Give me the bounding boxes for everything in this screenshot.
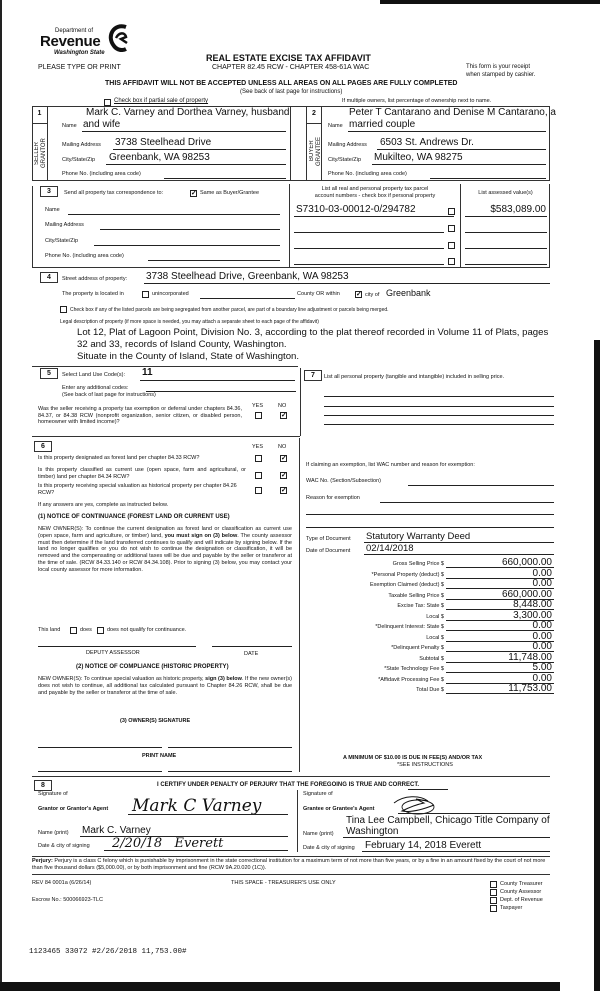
grantee-date-value[interactable]: February 14, 2018 Everett bbox=[365, 840, 482, 851]
grantor-sig-label-2: Grantor or Grantor's Agent bbox=[38, 806, 109, 812]
scan-edge-left bbox=[0, 0, 2, 991]
section3-mailing-field[interactable] bbox=[100, 229, 280, 230]
assessed-value[interactable]: $583,089.00 bbox=[490, 204, 546, 215]
owner-signature-line-1[interactable] bbox=[38, 747, 162, 748]
legal-description-line3[interactable]: Situate in the County of Island, State of Washington. bbox=[77, 351, 300, 362]
land-use-value[interactable]: 11 bbox=[142, 367, 153, 378]
buyer-name-line1[interactable]: Peter T Cantarano and Denise M Cantarano, a bbox=[349, 107, 556, 118]
land-use-label: Select Land Use Code(s): bbox=[62, 372, 125, 378]
claim-exemption-label: If claiming an exemption, list WAC number and reason for exemption: bbox=[306, 462, 475, 468]
assessed-underline bbox=[465, 216, 547, 217]
amount-value[interactable]: 8,448.00 bbox=[513, 599, 552, 610]
personal-property-checkbox[interactable] bbox=[448, 225, 455, 232]
personal-property-label: List all personal property (tangible and intangible) included in selling price. bbox=[324, 374, 505, 380]
section3-left-border bbox=[32, 186, 33, 268]
parcel-underline[interactable] bbox=[294, 264, 444, 265]
grantor-name-value[interactable]: Mark C. Varney bbox=[82, 825, 151, 836]
receipt-note-1: This form is your receipt bbox=[466, 64, 531, 70]
unincorporated-checkbox[interactable] bbox=[142, 291, 149, 298]
send-correspondence-label: Send all property tax correspondence to: bbox=[64, 190, 164, 196]
certify-underline bbox=[408, 789, 448, 790]
notice1-text bbox=[38, 526, 292, 574]
buyer-mailing-underline bbox=[377, 149, 546, 150]
city-of-checkbox[interactable] bbox=[355, 291, 362, 298]
personal-property-line[interactable] bbox=[324, 415, 554, 416]
legal-description-line1[interactable]: Lot 12, Plat of Lagoon Point, Division No. 3, according to the plat thereof recorded in Volume 11 of Plats, pages bbox=[77, 327, 549, 338]
section6-no-header: NO bbox=[278, 444, 287, 450]
city-of-value[interactable]: Greenbank bbox=[386, 288, 431, 298]
notice2-text-bold: sign (3) below bbox=[205, 676, 242, 682]
receipt-note-2: when stamped by cashier. bbox=[466, 72, 536, 78]
section2-side-cell bbox=[306, 124, 322, 181]
certify-statement: I CERTIFY UNDER PENALTY OF PERJURY THAT THE FOREGOING IS TRUE AND CORRECT. bbox=[157, 782, 420, 788]
reason-field[interactable] bbox=[380, 502, 554, 503]
deputy-assessor-label: DEPUTY ASSESSOR bbox=[86, 650, 140, 656]
parcel-underline bbox=[294, 216, 454, 217]
section6-7-divider bbox=[299, 438, 300, 772]
grantee-name-line2[interactable]: Washington bbox=[346, 826, 399, 837]
segregated-label: Check box if any of the listed parcels are being segregated from another parcel, are part of a boundary line adjustment or parcels being merged. bbox=[70, 307, 389, 313]
amount-value[interactable]: 11,753.00 bbox=[508, 683, 552, 694]
question-text: Is this property classified as current use (open space, farm and agricultural, or timber) land per chapter 84.34 RCW? bbox=[38, 467, 246, 480]
partial-sale-checkbox[interactable] bbox=[104, 99, 111, 106]
grantor-date-underline bbox=[104, 850, 288, 851]
section7-number: 7 bbox=[304, 370, 322, 381]
notice2-text bbox=[38, 676, 292, 696]
scan-edge-right bbox=[594, 340, 600, 991]
grantee-signature-line bbox=[398, 813, 550, 814]
section6-top-border bbox=[32, 436, 300, 437]
reason-label: Reason for exemption bbox=[306, 495, 360, 501]
section3-name-field[interactable] bbox=[68, 214, 280, 215]
section8-divider bbox=[297, 790, 298, 852]
amount-value[interactable]: 0.00 bbox=[532, 578, 552, 589]
grantor-sig-label-1: Signature of bbox=[38, 791, 68, 797]
section1-side-cell bbox=[32, 124, 48, 181]
section6-number: 6 bbox=[34, 441, 52, 452]
deputy-assessor-line[interactable] bbox=[38, 646, 196, 647]
notice1-text-a: NEW OWNER(S): To continue the current designation as forest land or classification as current use (open space, farm and agriculture, or timber) land, bbox=[38, 526, 292, 539]
notice1-text-bold: you must sign on (3) below bbox=[164, 532, 238, 539]
amount-label: *Personal Property (deduct) $ bbox=[371, 571, 444, 578]
unincorporated-label: unincorporated bbox=[152, 291, 189, 297]
perjury-label: Perjury: bbox=[32, 858, 53, 864]
escrow-number bbox=[32, 897, 103, 903]
perjury-notice bbox=[32, 858, 552, 872]
partial-sale-label: Check box if partial sale of property bbox=[114, 98, 209, 104]
assessor-date-label: DATE bbox=[244, 651, 259, 657]
notice2-text-b: . If the new owner(s) does not wish to continue, all additional tax calculated pursuant to Chapter 84.26 RCW, shall be due and payable by the seller or transferor at the time of sale. bbox=[38, 676, 292, 696]
assessor-date-line[interactable] bbox=[212, 646, 292, 647]
amount-label: *Delinquent Interest: State $ bbox=[375, 624, 444, 630]
amount-label: *State Technology Fee $ bbox=[384, 666, 444, 672]
parties-divider bbox=[290, 106, 291, 181]
qualify-does-checkbox[interactable] bbox=[70, 627, 77, 634]
section3-phone-field[interactable] bbox=[148, 260, 280, 261]
grantee-sig-label-1: Signature of bbox=[303, 791, 333, 797]
amount-label: Subtotal $ bbox=[419, 655, 444, 662]
scan-edge-bottom bbox=[0, 982, 560, 991]
section2-number: 2 bbox=[312, 110, 316, 117]
seller-name-line2[interactable]: and wife bbox=[83, 119, 121, 130]
land-use-underline bbox=[140, 380, 295, 381]
agency-line1: Department of bbox=[55, 28, 94, 34]
grantee-signature[interactable] bbox=[390, 793, 440, 815]
if-yes-note: If any answers are yes, complete as instructed below. bbox=[38, 502, 169, 508]
qualify-does-not-checkbox[interactable] bbox=[97, 627, 104, 634]
amount-label: Gross Selling Price $ bbox=[392, 561, 444, 567]
street-address-value[interactable]: 3738 Steelhead Drive, Greenbank, WA 98253 bbox=[146, 271, 349, 282]
grantee-name-underline bbox=[343, 837, 550, 838]
warning-banner: THIS AFFIDAVIT WILL NOT BE ACCEPTED UNLESS ALL AREAS ON ALL PAGES ARE FULLY COMPLETED bbox=[105, 80, 458, 87]
county-field[interactable] bbox=[200, 298, 295, 299]
amount-label: Taxable Selling Price $ bbox=[388, 592, 444, 599]
agency-logo bbox=[40, 24, 130, 64]
section8-number: 8 bbox=[34, 780, 52, 791]
located-in-label: The property is located in bbox=[62, 291, 124, 297]
escrow-value: 500066923-TLC bbox=[63, 897, 103, 903]
assessed-header: List assessed value(s) bbox=[478, 190, 533, 196]
escrow-label: Escrow No.: bbox=[32, 897, 62, 903]
buyer-city-label: City/State/Zip bbox=[328, 157, 362, 163]
amount-value[interactable]: 5.00 bbox=[532, 662, 552, 673]
street-address-label: Street address of property: bbox=[62, 276, 128, 282]
buyer-name-label: Name bbox=[328, 123, 343, 129]
buyer-side-label bbox=[309, 134, 323, 168]
amount-value[interactable]: 660,000.00 bbox=[501, 557, 552, 568]
assessed-underline[interactable] bbox=[465, 232, 547, 233]
copy-checkbox[interactable] bbox=[490, 881, 497, 888]
buyer-name-line2[interactable]: married couple bbox=[349, 119, 416, 130]
amount-value[interactable]: 0.00 bbox=[532, 630, 552, 642]
street-address-underline bbox=[144, 283, 550, 284]
wac-field[interactable] bbox=[408, 485, 554, 486]
personal-property-checkbox[interactable] bbox=[448, 242, 455, 249]
section3-mailing-label: Mailing Address bbox=[45, 222, 84, 228]
question-yes-checkbox[interactable] bbox=[255, 455, 262, 462]
amount-label: Total Due $ bbox=[416, 687, 444, 693]
owner-signature-title: (3) OWNER(S) SIGNATURE bbox=[120, 718, 191, 724]
footer-rule bbox=[32, 874, 550, 875]
grantor-name-label: Name (print) bbox=[38, 830, 69, 836]
buyer-phone-label: Phone No. (including area code) bbox=[328, 171, 407, 177]
buyer-city-underline bbox=[372, 164, 546, 165]
form-title: REAL ESTATE EXCISE TAX AFFIDAVIT bbox=[206, 53, 371, 63]
grantee-name-label: Name (print) bbox=[303, 831, 334, 837]
seller-city-label: City/State/Zip bbox=[62, 157, 96, 163]
section5-number: 5 bbox=[40, 368, 58, 379]
notice1-text-b: . The county assessor must then determine if the land transferred continues to qualify and will indicate by signing below. If the land no longer qualifies or you do not wish to continue the designation or classification, it will be removed and the compensating or additional taxes will be due and payable by the seller or transferor at the time of sale. (RCW 84.33.140 or RCW 84.34.108). Prior to signing (3) below, you may contact your local county assessor for more information. bbox=[38, 532, 293, 573]
doc-type-label: Type of Document bbox=[306, 536, 351, 542]
section3-phone-label: Phone No. (including area code) bbox=[45, 253, 124, 259]
seller-mailing-underline bbox=[113, 149, 286, 150]
amount-value[interactable]: 11,748.00 bbox=[508, 651, 552, 663]
question-yes-checkbox[interactable] bbox=[255, 487, 262, 494]
amount-value[interactable]: 0.00 bbox=[532, 641, 552, 652]
buyer-mailing-value[interactable]: 6503 St. Andrews Dr. bbox=[380, 137, 474, 148]
revenue-logo-icon bbox=[108, 24, 130, 52]
see-instructions-note: *SEE INSTRUCTIONS bbox=[397, 762, 453, 768]
notice2-title: (2) NOTICE OF COMPLIANCE (HISTORIC PROPERTY) bbox=[76, 664, 229, 670]
grantor-signature-line bbox=[128, 814, 288, 815]
additional-codes-note: (See back of last page for instructions) bbox=[62, 392, 156, 398]
copy-label: Dept. of Revenue bbox=[500, 897, 543, 903]
parcel-number[interactable]: S7310-03-00012-0/294782 bbox=[296, 204, 416, 215]
amount-value[interactable]: 0.00 bbox=[532, 620, 552, 631]
amount-label: Local $ bbox=[426, 613, 444, 620]
parcel-underline[interactable] bbox=[294, 232, 444, 233]
grantee-name-line1[interactable]: Tina Lee Campbell, Chicago Title Company of bbox=[346, 815, 550, 826]
assessed-underline[interactable] bbox=[465, 264, 547, 265]
doc-date-underline bbox=[364, 554, 554, 555]
section3-city-field[interactable] bbox=[94, 245, 280, 246]
section3-city-label: City/State/Zip bbox=[45, 238, 79, 244]
print-name-line-2[interactable] bbox=[168, 771, 292, 772]
amount-label: Local $ bbox=[426, 634, 444, 641]
section5-no-checkbox[interactable] bbox=[280, 412, 287, 419]
parcel-underline[interactable] bbox=[294, 248, 444, 249]
minimum-due-note: A MINIMUM OF $10.00 IS DUE IN FEE(S) AND/OR TAX bbox=[343, 755, 483, 761]
same-as-buyer-label: Same as Buyer/Grantee bbox=[200, 190, 260, 196]
personal-property-checkbox[interactable] bbox=[448, 208, 455, 215]
assessed-column-divider bbox=[460, 184, 461, 268]
section8-bottom-border bbox=[32, 856, 550, 857]
parcel-header-line1: List all real and personal property tax parcel bbox=[321, 186, 429, 192]
form-number: REV 84 0001a (6/26/14) bbox=[32, 880, 92, 886]
agency-line3: Washington State bbox=[54, 50, 105, 56]
grantee-date-label: Date & city of signing bbox=[303, 845, 355, 851]
seller-label: SELLER bbox=[34, 141, 40, 165]
section2-number-cell bbox=[306, 106, 322, 124]
wac-label: WAC No. (Section/Subsection) bbox=[306, 478, 381, 484]
agency-line2: Revenue bbox=[40, 33, 101, 50]
section1-number: 1 bbox=[37, 110, 42, 117]
amount-underline bbox=[446, 693, 554, 694]
personal-property-line[interactable] bbox=[324, 396, 554, 397]
section5-yes-header: YES bbox=[252, 403, 264, 409]
grantor-date-value[interactable]: 2/20/18 Everett bbox=[112, 836, 224, 851]
grantee-label: GRANTEE bbox=[316, 136, 322, 166]
question-no-checkbox[interactable] bbox=[280, 455, 287, 462]
seller-phone-label: Phone No. (including area code) bbox=[62, 171, 141, 177]
question-text: Is this property designated as forest land per chapter 84.33 RCW? bbox=[38, 455, 200, 461]
grantor-label: GRANTOR bbox=[41, 138, 47, 168]
perjury-text: Perjury is a class C felony which is punishable by imprisonment in the state correctional institution for a maximum term of not more than five years, or by a fine in an amount fixed by the court of not more than five thousand dollars ($5,000.00), or by both imprisonment and fine (RCW 9A.20.020 (1C)). bbox=[32, 858, 546, 871]
notice1-title: (1) NOTICE OF CONTINUANCE (FOREST LAND OR CURRENT USE) bbox=[38, 514, 230, 520]
buyer-label: BUYER bbox=[309, 140, 315, 162]
doc-date-label: Date of Document bbox=[306, 548, 351, 554]
reason-field-line3[interactable] bbox=[306, 527, 554, 528]
treasurer-stamp: 1123465 33072 #2/26/2018 11,753.00# bbox=[29, 948, 187, 956]
section5-yes-checkbox[interactable] bbox=[255, 412, 262, 419]
seller-name-label: Name bbox=[62, 123, 77, 129]
seller-city-value[interactable]: Greenbank, WA 98253 bbox=[109, 152, 210, 163]
doc-type-value[interactable]: Statutory Warranty Deed bbox=[366, 531, 471, 542]
amount-label: Excise Tax: State $ bbox=[397, 603, 444, 609]
section5-no-header: NO bbox=[278, 403, 287, 409]
owner-signature-line-2[interactable] bbox=[168, 747, 292, 748]
qualify-does-label: does bbox=[80, 627, 92, 633]
exemption-question: Was the seller receiving a property tax exemption or deferral under chapters 84.36, 84.37, or 84.38 RCW (nonprofit organization, senior citizen, or disabled person, homeowner with limited income)? bbox=[38, 406, 242, 426]
assessed-underline[interactable] bbox=[465, 248, 547, 249]
copy-checkbox[interactable] bbox=[490, 905, 497, 912]
section7-box bbox=[300, 368, 301, 436]
question-text: Is this property receiving special valuation as historical property per chapter 84.26 RCW? bbox=[38, 483, 237, 496]
form-subtitle: CHAPTER 82.45 RCW - CHAPTER 458-61A WAC bbox=[212, 64, 370, 71]
same-as-buyer-checkbox[interactable] bbox=[190, 190, 197, 197]
additional-codes-label: Enter any additional codes: bbox=[62, 385, 129, 391]
section5-top-border bbox=[32, 366, 298, 367]
copy-checkbox[interactable] bbox=[490, 889, 497, 896]
question-yes-checkbox[interactable] bbox=[255, 472, 262, 479]
treasurer-use-label: THIS SPACE - TREASURER'S USE ONLY bbox=[231, 880, 336, 886]
seller-side-label bbox=[34, 138, 48, 168]
instructions-note: (See back of last page for instructions) bbox=[240, 89, 343, 95]
reason-field-line2[interactable] bbox=[306, 514, 554, 515]
multiple-owners-note: If multiple owners, list percentage of ownership next to name. bbox=[342, 98, 492, 104]
personal-property-line[interactable] bbox=[324, 406, 554, 407]
section3-name-label: Name bbox=[45, 207, 60, 213]
legal-description-line2[interactable]: 32 and 33, records of Island County, Washington. bbox=[77, 339, 287, 350]
buyer-name-underline bbox=[348, 131, 546, 132]
copy-label: County Assessor bbox=[500, 889, 542, 895]
question-no-checkbox[interactable] bbox=[280, 472, 287, 479]
city-of-label: city of bbox=[365, 292, 380, 298]
amount-value[interactable]: 0.00 bbox=[532, 567, 552, 579]
amount-value[interactable]: 660,000.00 bbox=[501, 588, 552, 600]
parcel-header-line2: account numbers - check box if personal property bbox=[314, 193, 436, 199]
copy-checkbox[interactable] bbox=[490, 897, 497, 904]
section8-top-border bbox=[32, 776, 550, 777]
section3-number: 3 bbox=[40, 186, 58, 197]
grantor-date-label: Date & city of signing bbox=[38, 843, 90, 849]
doc-date-value[interactable]: 02/14/2018 bbox=[366, 543, 414, 554]
seller-city-underline bbox=[106, 164, 286, 165]
buyer-city-value[interactable]: Mukilteo, WA 98275 bbox=[374, 152, 463, 163]
segregated-checkbox[interactable] bbox=[60, 306, 67, 313]
amount-value[interactable]: 3,300.00 bbox=[513, 609, 552, 621]
copy-label: Taxpayer bbox=[500, 905, 523, 911]
copy-label: County Treasurer bbox=[500, 881, 543, 887]
amount-label: *Affidavit Processing Fee $ bbox=[378, 676, 444, 683]
notice2-text-a: NEW OWNER(S): To continue special valuation as historic property, bbox=[38, 676, 206, 682]
qualify-prefix: This land bbox=[38, 627, 61, 633]
personal-property-checkbox[interactable] bbox=[448, 258, 455, 265]
amount-value[interactable]: 0.00 bbox=[532, 672, 552, 684]
print-name-line-1[interactable] bbox=[38, 771, 162, 772]
section1-number-cell bbox=[32, 106, 48, 124]
buyer-mailing-label: Mailing Address bbox=[328, 142, 367, 148]
county-or-within-label: County OR within bbox=[297, 291, 340, 297]
qualify-does-not-label: does not qualify for continuance. bbox=[107, 627, 187, 633]
grantor-signature[interactable]: Mark C Varney bbox=[132, 796, 262, 816]
buyer-phone-field[interactable] bbox=[430, 178, 546, 179]
amount-label: *Delinquent Penalty $ bbox=[391, 645, 444, 651]
personal-property-line[interactable] bbox=[324, 424, 554, 425]
section4-number: 4 bbox=[40, 272, 58, 283]
question-no-checkbox[interactable] bbox=[280, 487, 287, 494]
please-type-label: PLEASE TYPE OR PRINT bbox=[38, 64, 121, 71]
section6-yes-header: YES bbox=[252, 444, 264, 450]
seller-mailing-label: Mailing Address bbox=[62, 142, 101, 148]
seller-mailing-value[interactable]: 3738 Steelhead Drive bbox=[115, 137, 212, 148]
seller-name-underline bbox=[82, 131, 286, 132]
amount-label: Exemption Claimed (deduct) $ bbox=[370, 582, 444, 588]
print-name-label: PRINT NAME bbox=[142, 753, 177, 759]
grantee-sig-label-2: Grantee or Grantee's Agent bbox=[303, 806, 375, 812]
parcel-header bbox=[290, 186, 460, 200]
seller-name-line1[interactable]: Mark C. Varney and Dorthea Varney, husband bbox=[86, 107, 290, 118]
legal-description-label: Legal description of property (if more space is needed, you may attach a separate sheet to each page of the affidavit) bbox=[60, 319, 319, 325]
additional-codes-field[interactable] bbox=[146, 391, 296, 392]
seller-phone-field[interactable] bbox=[164, 178, 286, 179]
scan-edge-top bbox=[380, 0, 600, 4]
grantee-date-underline bbox=[362, 851, 550, 852]
